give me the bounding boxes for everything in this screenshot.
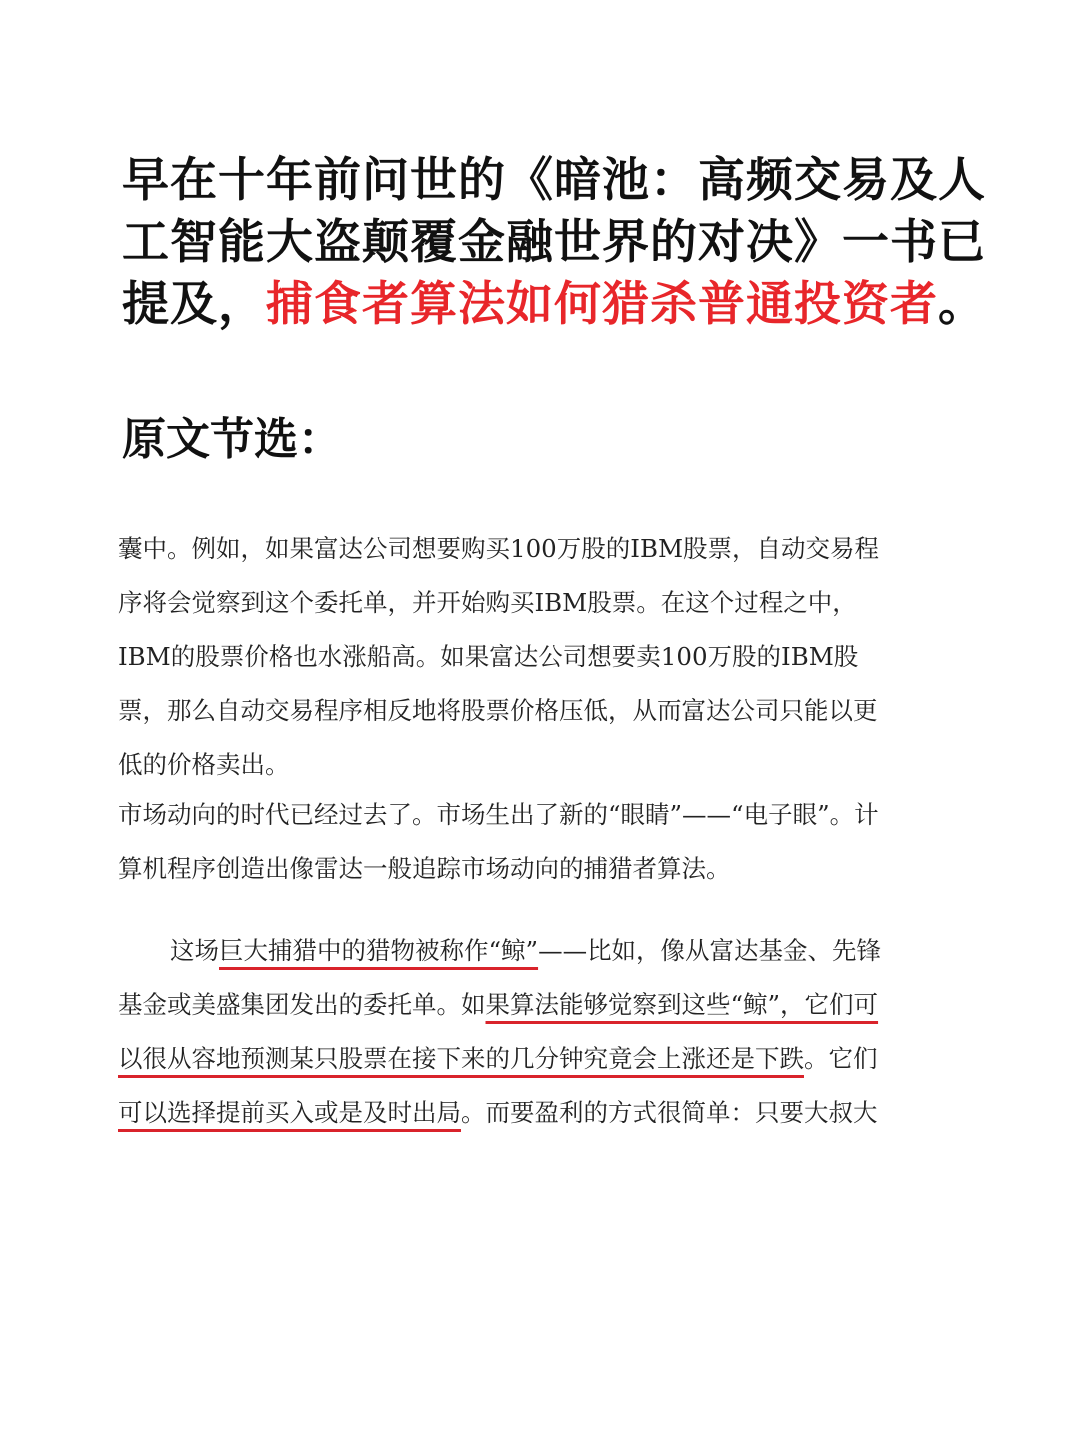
excerpt-line: 序将会觉察到这个委托单，并开始购买IBM股票。在这个过程之中， bbox=[118, 588, 857, 617]
excerpt-text: 。而要盈利的方式很简单：只要大叔大 bbox=[461, 1098, 878, 1127]
excerpt-line: 算机程序创造出像雷达一般追踪市场动向的捕猎者算法。 bbox=[118, 854, 731, 883]
excerpt-text: 基金或美盛集团发出的委托单。如 bbox=[118, 990, 486, 1019]
excerpt-image-1 bbox=[108, 522, 970, 792]
excerpt-line: 囊中。例如，如果富达公司想要购买100万股的IBM股票，自动交易程 bbox=[118, 534, 880, 563]
headline-line-3-suffix: 。 bbox=[938, 277, 986, 332]
headline bbox=[122, 150, 986, 336]
underlined-text: 以很从容地预测某只股票在接下来的几分钟究竟会上涨还是下跌 bbox=[118, 1044, 804, 1073]
excerpt-line: IBM的股票价格也水涨船高。如果富达公司想要卖100万股的IBM股 bbox=[118, 642, 859, 671]
headline-line-2: 工智能大盗颠覆金融世界的对决》一书已 bbox=[122, 215, 986, 270]
headline-line-3-prefix: 提及， bbox=[122, 277, 266, 332]
excerpt-line bbox=[108, 924, 970, 978]
excerpt-image-3 bbox=[108, 924, 970, 1140]
excerpt-line bbox=[108, 1032, 970, 1086]
excerpt-text: 这场 bbox=[170, 936, 219, 965]
underlined-text: 可以选择提前买入或是及时出局 bbox=[118, 1098, 461, 1127]
excerpt-line bbox=[108, 978, 970, 1032]
headline-highlight: 捕食者算法如何猎杀普通投资者 bbox=[266, 277, 938, 332]
excerpt-text: 。它们 bbox=[804, 1044, 878, 1073]
section-title: 原文节选： bbox=[122, 414, 342, 465]
headline-line-3 bbox=[122, 274, 986, 336]
excerpt-image-2 bbox=[108, 788, 970, 896]
excerpt-text: ——比如，像从富达基金、先锋 bbox=[538, 936, 882, 965]
underlined-text: 巨大捕猎中的猎物被称作“鲸” bbox=[219, 936, 539, 965]
excerpt-line: 市场动向的时代已经过去了。市场生出了新的“眼睛”——“电子眼”。计 bbox=[118, 800, 879, 829]
underlined-text: 果算法能够觉察到这些“鲸”，它们可 bbox=[485, 990, 879, 1019]
excerpt-line: 低的价格卖出。 bbox=[118, 750, 290, 779]
excerpt-line: 票，那么自动交易程序相反地将股票价格压低，从而富达公司只能以更 bbox=[118, 696, 878, 725]
excerpt-line bbox=[108, 1086, 970, 1140]
headline-line-1: 早在十年前问世的《暗池：高频交易及人 bbox=[122, 153, 986, 208]
